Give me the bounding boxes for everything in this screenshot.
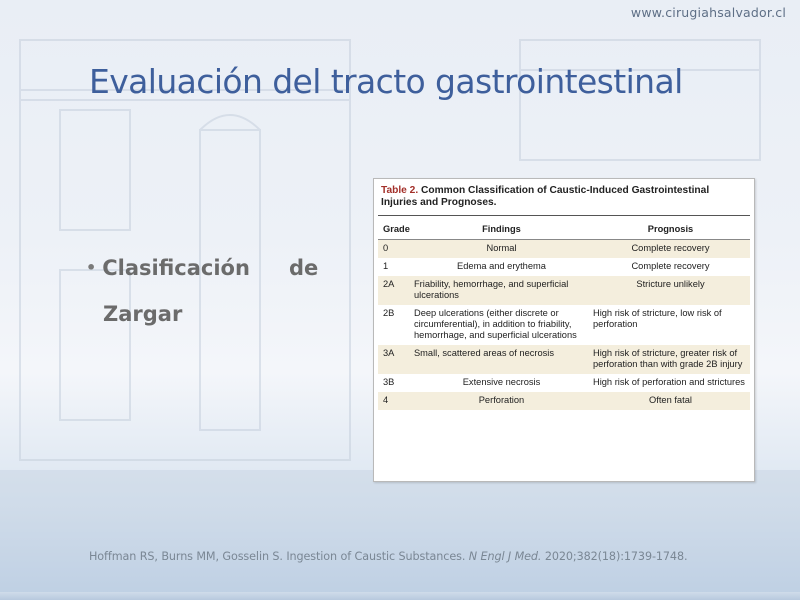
cell-grade: 0 <box>378 240 412 259</box>
citation-journal: N Engl J Med. <box>468 550 542 563</box>
cell-findings: Edema and erythema <box>457 261 546 271</box>
cell-findings: Normal <box>412 240 591 259</box>
header-grade: Grade <box>378 216 412 240</box>
cell-prognosis: Often fatal <box>591 392 750 410</box>
bullet-word: de <box>288 256 319 280</box>
cell-findings: Extensive necrosis <box>462 377 541 387</box>
table-label: Table 2. <box>381 185 419 196</box>
cell-findings: Small, scattered areas of necrosis <box>412 345 591 374</box>
cell-prognosis: Complete recovery <box>631 261 710 271</box>
table-header-row <box>378 216 750 240</box>
cell-grade: 3A <box>378 345 412 374</box>
cell-grade: 2A <box>378 276 412 305</box>
citation-authors-title: Hoffman RS, Burns MM, Gosselin S. Ingestion of Caustic Substances. <box>89 550 466 563</box>
table-caption-text: Common Classification of Caustic-Induced Gastrointestinal Injuries and Prognoses. <box>381 185 710 208</box>
header-findings: Findings <box>412 216 591 240</box>
bullet-list <box>86 246 326 336</box>
site-url: www.cirugiahsalvador.cl <box>630 5 786 20</box>
header-prognosis: Prognosis <box>591 216 750 240</box>
bullet-dot-icon: • <box>86 258 97 277</box>
bullet-word: Clasificación <box>102 256 250 280</box>
table-row <box>378 305 750 345</box>
cell-findings: Friability, hemorrhage, and superficial ulcerations <box>412 276 591 305</box>
bottom-band <box>0 592 800 600</box>
bullet-item <box>86 246 326 292</box>
cell-prognosis: High risk of perforation and strictures <box>592 377 745 387</box>
cell-grade: 1 <box>383 261 389 271</box>
slide-title: Evaluación del tracto gastrointestinal <box>89 62 683 101</box>
table-row <box>378 240 750 259</box>
bullet-continuation: Zargar <box>103 302 183 326</box>
cell-prognosis: Stricture unlikely <box>591 276 750 305</box>
citation-details: 2020;382(18):1739-1748. <box>544 550 688 563</box>
cell-grade: 4 <box>378 392 412 410</box>
citation <box>89 550 687 563</box>
grade-table <box>378 216 750 410</box>
table-row <box>378 374 750 392</box>
cell-prognosis: High risk of stricture, greater risk of perforation than with grade 2B injury <box>591 345 750 374</box>
table-row <box>378 392 750 410</box>
classification-table-image <box>373 178 755 482</box>
table-caption <box>378 179 750 216</box>
cell-findings: Perforation <box>412 392 591 410</box>
cell-grade: 3B <box>383 377 395 387</box>
table-row <box>378 258 750 276</box>
table-row <box>378 345 750 374</box>
cell-prognosis: High risk of stricture, low risk of perforation <box>592 308 722 329</box>
cell-grade: 2B <box>383 308 395 318</box>
cell-findings: Deep ulcerations (either discrete or circumferential), in addition to friability, hemorrhage, and superficial ulcerations <box>413 308 577 340</box>
cell-prognosis: Complete recovery <box>591 240 750 259</box>
table-row <box>378 276 750 305</box>
